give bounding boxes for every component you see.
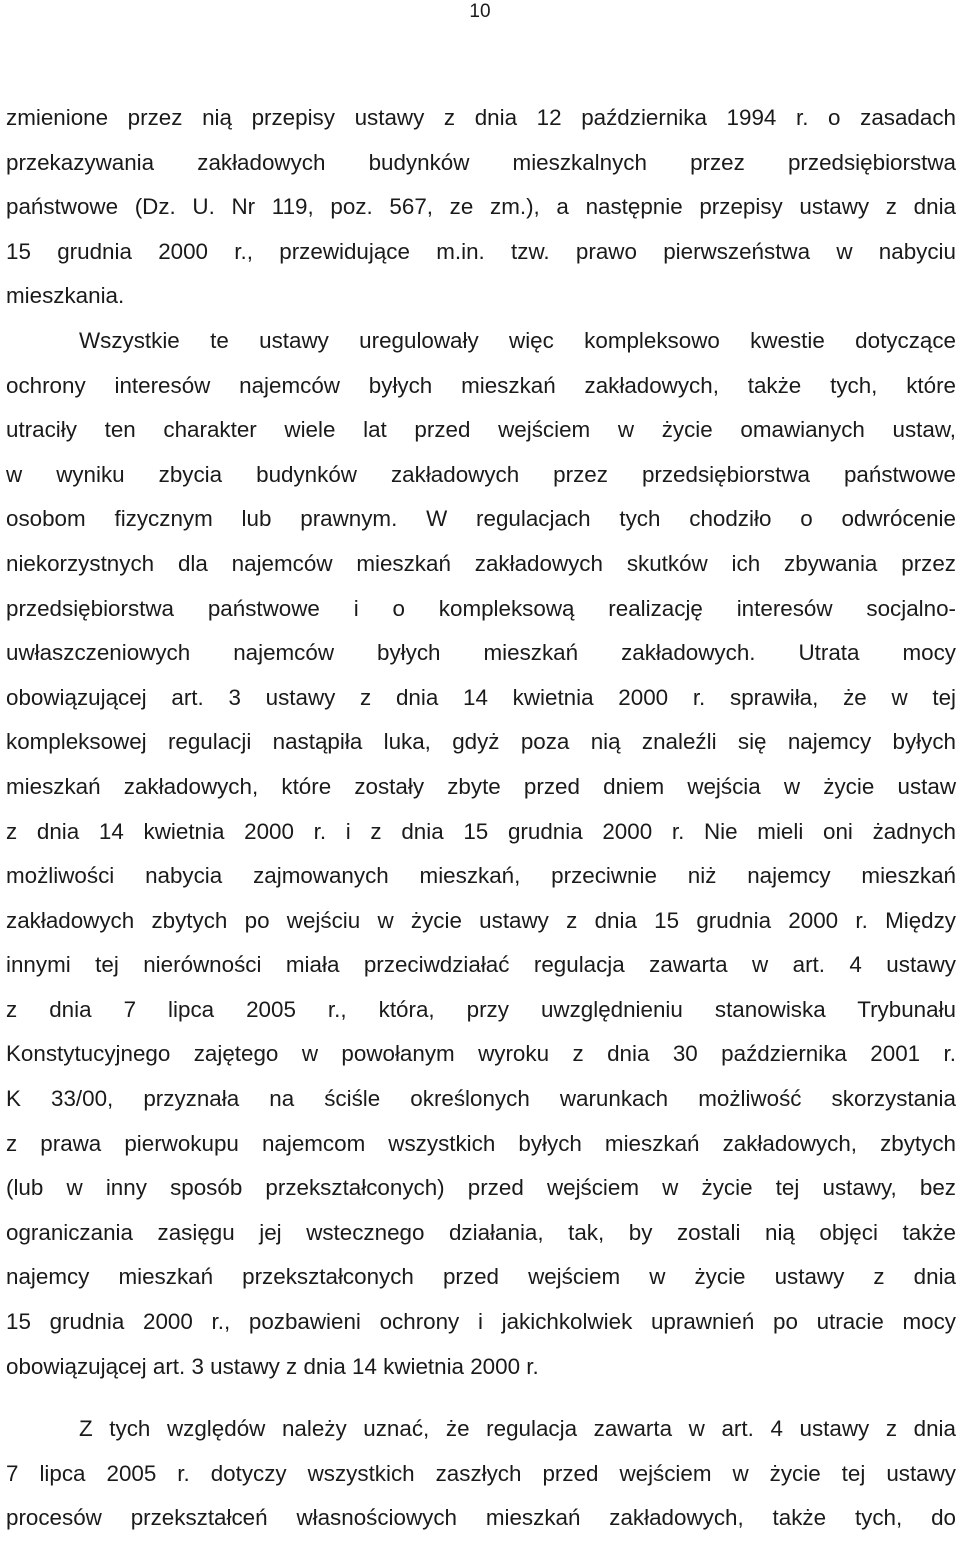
text-line: ograniczania zasięgu jej wstecznego działania, tak, by zostali nią objęci także [6,1219,956,1245]
page-number: 10 [469,1,491,22]
text-line: państwowe (Dz. U. Nr 119, poz. 567, ze zm.), a następnie przepisy ustawy z dnia [6,194,956,220]
text-line: mieszkań zakładowych, które zostały zbyte przed dniem wejścia w życie ustaw [6,773,956,799]
text-line: niekorzystnych dla najemców mieszkań zakładowych skutków ich zbywania przez [6,550,956,576]
text-line: utraciły ten charakter wiele lat przed wejściem w życie omawianych ustaw, [6,417,956,443]
text-line: zmienione przez nią przepisy ustawy z dnia 12 października 1994 r. o zasadach [6,105,956,130]
text-line: przedsiębiorstwa państwowe i o kompleksową realizację interesów socjalno- [6,595,956,621]
text-line: z prawa pierwokupu najemcom wszystkich byłych mieszkań zakładowych, zbytych [6,1130,956,1156]
document-body [6,96,956,1541]
text-line: procesów przekształceń własnościowych mieszkań zakładowych, także tych, do [6,1505,956,1531]
paragraph-2 [6,319,956,1389]
text-line: z dnia 14 kwietnia 2000 r. i z dnia 15 grudnia 2000 r. Nie mieli oni żadnych [6,818,956,844]
paragraph-3 [6,1407,956,1541]
text-line: przekazywania zakładowych budynków mieszkalnych przez przedsiębiorstwa [6,149,956,175]
text-line: Konstytucyjnego zajętego w powołanym wyroku z dnia 30 października 2001 r. [6,1041,956,1067]
text-line: mieszkania. [6,283,125,309]
paragraph-1 [6,96,956,319]
text-line: 15 grudnia 2000 r., pozbawieni ochrony i jakichkolwiek uprawnień po utracie mocy [6,1309,956,1335]
text-line: Z tych względów należy uznać, że regulacja zawarta w art. 4 ustawy z dnia [79,1416,956,1442]
text-line: 15 grudnia 2000 r., przewidujące m.in. tzw. prawo pierwszeństwa w nabyciu [6,238,956,264]
text-line: innymi tej nierówności miała przeciwdziałać regulacja zawarta w art. 4 ustawy [6,952,956,978]
text-line: K 33/00, przyznała na ściśle określonych warunkach możliwość skorzystania [6,1086,956,1112]
paragraph-spacer [6,1389,956,1407]
text-line: uwłaszczeniowych najemców byłych mieszkań zakładowych. Utrata mocy [6,640,956,666]
text-line: możliwości nabycia zajmowanych mieszkań, przeciwnie niż najemcy mieszkań [6,863,956,889]
text-line: Wszystkie te ustawy uregulowały więc kompleksowo kwestie dotyczące [79,327,956,353]
text-line: najemcy mieszkań przekształconych przed wejściem w życie ustawy z dnia [6,1264,956,1290]
text-line: ochrony interesów najemców byłych mieszkań zakładowych, także tych, które [6,372,956,398]
text-line: obowiązującej art. 3 ustawy z dnia 14 kwietnia 2000 r. sprawiła, że w tej [6,684,956,710]
text-line: obowiązującej art. 3 ustawy z dnia 14 kwietnia 2000 r. [6,1353,539,1379]
text-line: zakładowych zbytych po wejściu w życie ustawy z dnia 15 grudnia 2000 r. Między [6,907,956,933]
text-line: (lub w inny sposób przekształconych) przed wejściem w życie tej ustawy, bez [6,1175,956,1201]
text-line: 7 lipca 2005 r. dotyczy wszystkich zaszłych przed wejściem w życie tej ustawy [6,1460,956,1486]
text-line: w wyniku zbycia budynków zakładowych przez przedsiębiorstwa państwowe [6,461,956,487]
text-line: z dnia 7 lipca 2005 r., która, przy uwzględnieniu stanowiska Trybunału [6,996,956,1022]
text-line: kompleksowej regulacji nastąpiła luka, gdyż poza nią znaleźli się najemcy byłych [6,729,956,755]
text-line: osobom fizycznym lub prawnym. W regulacjach tych chodziło o odwrócenie [6,506,956,532]
